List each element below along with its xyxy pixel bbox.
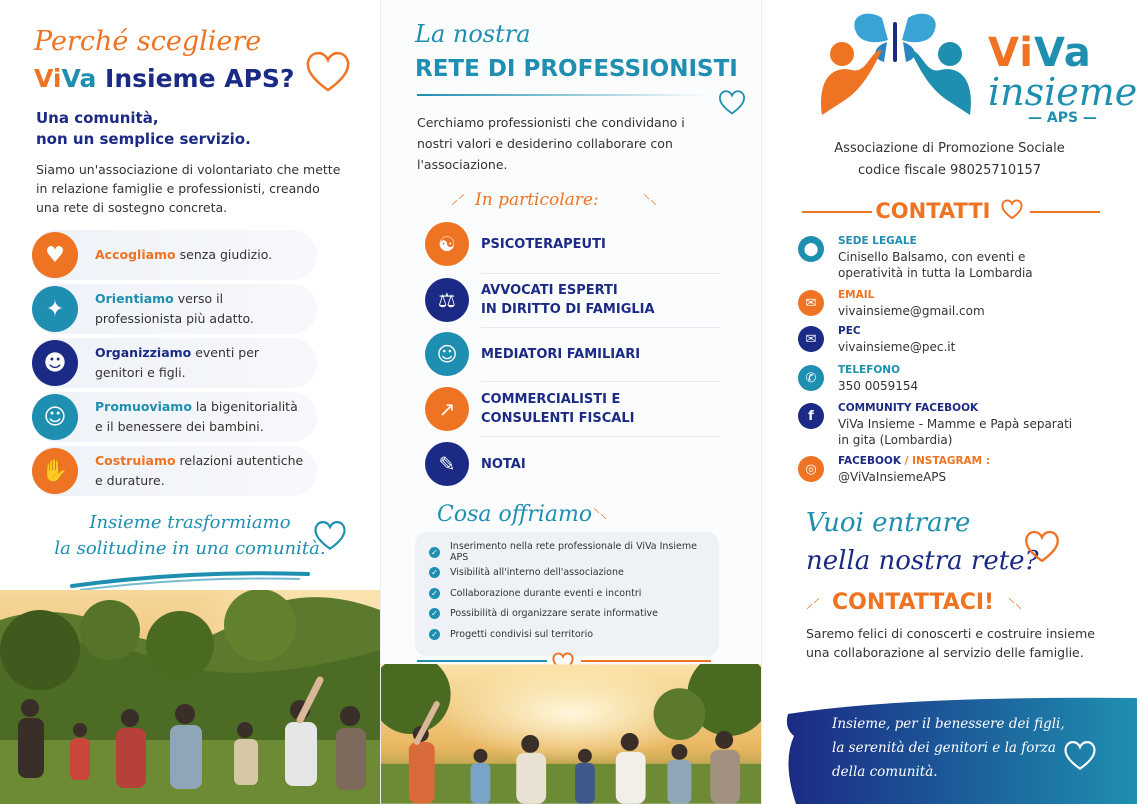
brush-swoosh bbox=[70, 566, 310, 592]
panel1-subtitle bbox=[36, 108, 336, 150]
people-icon: ☺ bbox=[425, 332, 469, 376]
feature-bold: Costruiamo bbox=[95, 453, 176, 468]
divider-right bbox=[581, 660, 711, 662]
title-rest: Insieme APS? bbox=[96, 64, 295, 93]
divider bbox=[481, 273, 721, 274]
feature-bold: Orientiamo bbox=[95, 291, 174, 306]
panel-network bbox=[380, 0, 762, 804]
contact-head: TELEFONO bbox=[838, 364, 901, 376]
title-va: Va bbox=[61, 64, 97, 93]
prof-avvocati bbox=[425, 278, 655, 322]
sparkle-icon: ⸌⸜ bbox=[1008, 596, 1022, 612]
panel2-intro: Cerchiamo professionisti che condividano i nostri valori e desiderino collaborare con l'associazione. bbox=[417, 115, 685, 172]
contact-sede-legale bbox=[798, 234, 1093, 281]
contact-facebook-group[interactable]: ViVa Insieme - Mamme e Papà separati in gita (Lombardia) bbox=[838, 417, 1073, 447]
heart-icon bbox=[1000, 198, 1024, 220]
panel1-title-line2 bbox=[34, 64, 294, 93]
subtitle-line1: Una comunità, bbox=[36, 109, 159, 127]
compass-icon: ✦ bbox=[32, 286, 78, 332]
check-icon: ✓ bbox=[429, 608, 440, 619]
heart-icon bbox=[312, 518, 348, 552]
panel-why-choose bbox=[0, 0, 380, 804]
contact-head: SEDE LEGALE bbox=[838, 235, 917, 247]
divider-left bbox=[417, 660, 547, 662]
family-icon: ☻ bbox=[32, 340, 78, 386]
cta-line1: Vuoi entrare bbox=[806, 508, 971, 538]
divider bbox=[481, 381, 721, 382]
heart-icon bbox=[1062, 738, 1098, 772]
contact-telefono bbox=[798, 363, 918, 394]
org-type: Associazione di Promozione Sociale bbox=[834, 141, 1065, 156]
location-pin-icon: ⬤ bbox=[798, 236, 824, 262]
divider-right bbox=[1030, 211, 1100, 213]
divider bbox=[481, 436, 721, 437]
offer-item: ✓ Inserimento nella rete professionale di ViVa Insieme APS bbox=[429, 542, 705, 563]
contact-community-facebook bbox=[798, 401, 1078, 448]
scales-icon: ⚖ bbox=[425, 278, 469, 322]
panel1-title-line1: Perché scegliere bbox=[34, 26, 262, 57]
feature-bold: Promuoviamo bbox=[95, 399, 192, 414]
check-icon: ✓ bbox=[429, 629, 440, 640]
quote-line1: Insieme trasformiamo bbox=[89, 512, 291, 533]
prof-label: NOTAI bbox=[481, 456, 526, 472]
envelope-icon: ✉ bbox=[798, 290, 824, 316]
contattaci-label: CONTATTACI! bbox=[832, 590, 995, 615]
feature-accogliamo bbox=[32, 230, 317, 280]
prof-label: PSICOTERAPEUTI bbox=[481, 236, 606, 252]
cosa-offriamo-title: Cosa offriamo bbox=[437, 502, 593, 527]
handshake-icon: ✋ bbox=[32, 448, 78, 494]
heart-icon bbox=[1022, 528, 1062, 564]
prof-label: MEDIATORI FAMILIARI bbox=[481, 346, 641, 362]
subtitle-line2: non un semplice servizio. bbox=[36, 130, 251, 148]
cta-text: Saremo felici di conoscerti e costruire insieme una collaborazione al servizio delle famiglie. bbox=[806, 626, 1095, 660]
pec-envelope-icon: ✉ bbox=[798, 326, 824, 352]
logo-aps-text: — APS — bbox=[1028, 110, 1097, 126]
feature-orientiamo bbox=[32, 284, 317, 334]
contact-email bbox=[798, 288, 985, 319]
offer-item: ✓ Progetti condivisi sul territorio bbox=[429, 624, 705, 645]
panel1-intro: Siamo un'associazione di volontariato che mette in relazione famiglie e professionisti, creando una rete di sostegno concreta. bbox=[36, 162, 341, 215]
contatti-label: CONTATTI bbox=[875, 199, 991, 223]
contact-pec bbox=[798, 324, 955, 355]
contact-head: EMAIL bbox=[838, 289, 875, 301]
prof-label: COMMERCIALISTI E bbox=[481, 392, 621, 407]
organization-info bbox=[762, 138, 1137, 182]
feature-costruiamo bbox=[32, 446, 317, 496]
facebook-icon: f bbox=[798, 403, 824, 429]
prof-commercialisti bbox=[425, 387, 634, 431]
contact-phone-link[interactable]: 350 0059154 bbox=[838, 379, 919, 393]
sparkle-icon: ⸌⸜ bbox=[593, 506, 607, 522]
contact-social bbox=[798, 454, 990, 485]
panel2-title-line1: La nostra bbox=[415, 20, 531, 48]
document-pen-icon: ✎ bbox=[425, 442, 469, 486]
panel-contacts bbox=[762, 0, 1137, 804]
panel1-quote bbox=[30, 510, 350, 562]
feature-bold: Organizziamo bbox=[95, 345, 192, 360]
divider bbox=[481, 327, 721, 328]
banner-line1: Insieme, per il benessere dei figli, bbox=[832, 716, 1065, 732]
contact-email-link[interactable]: vivainsieme@gmail.com bbox=[838, 304, 985, 318]
banner-line3: della comunità. bbox=[832, 764, 938, 780]
butterfly-people-logo-icon bbox=[812, 10, 982, 120]
offer-item: ✓ Visibilità all'interno dell'associazione bbox=[429, 563, 705, 584]
contact-head: COMMUNITY FACEBOOK bbox=[838, 402, 979, 414]
feature-bold: Accogliamo bbox=[95, 247, 176, 262]
check-icon: ✓ bbox=[429, 567, 440, 578]
banner-text bbox=[832, 712, 1072, 784]
prof-mediatori bbox=[425, 332, 640, 376]
prof-notai bbox=[425, 442, 526, 486]
feature-rest: senza giudizio. bbox=[175, 247, 273, 262]
contact-head: PEC bbox=[838, 325, 861, 337]
feature-rest: verso il professionista più adatto. bbox=[95, 291, 254, 326]
feature-rest: eventi per genitori e figli. bbox=[95, 345, 260, 380]
offer-item: ✓ Possibilità di organizzare serate informative bbox=[429, 604, 705, 625]
heart-hands-icon: ♥ bbox=[32, 232, 78, 278]
banner-line2: la serenità dei genitori e la forza bbox=[832, 740, 1056, 756]
feature-promuoviamo bbox=[32, 392, 317, 442]
offer-item: ✓ Collaborazione durante eventi e incontri bbox=[429, 583, 705, 604]
panel2-title-line2: RETE DI PROFESSIONISTI bbox=[415, 56, 738, 82]
title-vi: Vi bbox=[34, 64, 62, 93]
contact-head-2: / INSTAGRAM : bbox=[900, 455, 990, 467]
quote-line2: la solitudine in una comunità. bbox=[54, 538, 326, 559]
in-particolare-label: In particolare: bbox=[475, 190, 599, 210]
phone-icon: ✆ bbox=[798, 365, 824, 391]
feature-rest: la bigenitorialità e il benessere dei bambini. bbox=[95, 399, 298, 434]
prof-label: AVVOCATI ESPERTI bbox=[481, 283, 618, 298]
heart-icon bbox=[717, 88, 747, 116]
sparkle-icon: ⸌⸜ bbox=[643, 192, 657, 208]
group-icon: ☺ bbox=[32, 394, 78, 440]
prof-psicoterapeuti bbox=[425, 222, 606, 266]
families-sunset-photo bbox=[0, 590, 380, 804]
brain-icon: ☯ bbox=[425, 222, 469, 266]
logo-insieme-text: insieme bbox=[988, 70, 1137, 114]
heart-icon bbox=[303, 48, 353, 94]
logo-viva-text: ViVa bbox=[988, 30, 1092, 76]
children-meadow-photo bbox=[381, 664, 761, 804]
instagram-icon: ◎ bbox=[798, 456, 824, 482]
org-fiscal-code: codice fiscale 98025710157 bbox=[857, 163, 1042, 178]
prof-label-2: IN DIRITTO DI FAMIGLIA bbox=[481, 302, 655, 317]
contact-social-handle[interactable]: @ViVaInsiemeAPS bbox=[838, 470, 947, 484]
cta-line2: nella nostra rete? bbox=[806, 546, 1039, 576]
offers-box bbox=[415, 532, 719, 656]
feature-organizziamo bbox=[32, 338, 317, 388]
contact-pec-link[interactable]: vivainsieme@pec.it bbox=[838, 340, 956, 354]
check-icon: ✓ bbox=[429, 588, 440, 599]
sparkle-icon: ⸝⸍ bbox=[806, 596, 820, 612]
sparkle-icon: ⸝⸍ bbox=[451, 192, 465, 208]
contact-value: Cinisello Balsamo, con eventi e operatività in tutta la Lombardia bbox=[838, 250, 1033, 280]
chart-growth-icon: ↗ bbox=[425, 387, 469, 431]
contact-head: FACEBOOK bbox=[838, 455, 901, 467]
check-icon: ✓ bbox=[429, 547, 440, 558]
feature-rest: relazioni autentiche e durature. bbox=[95, 453, 304, 488]
prof-label-2: CONSULENTI FISCALI bbox=[481, 411, 635, 426]
title-underline bbox=[417, 94, 707, 96]
